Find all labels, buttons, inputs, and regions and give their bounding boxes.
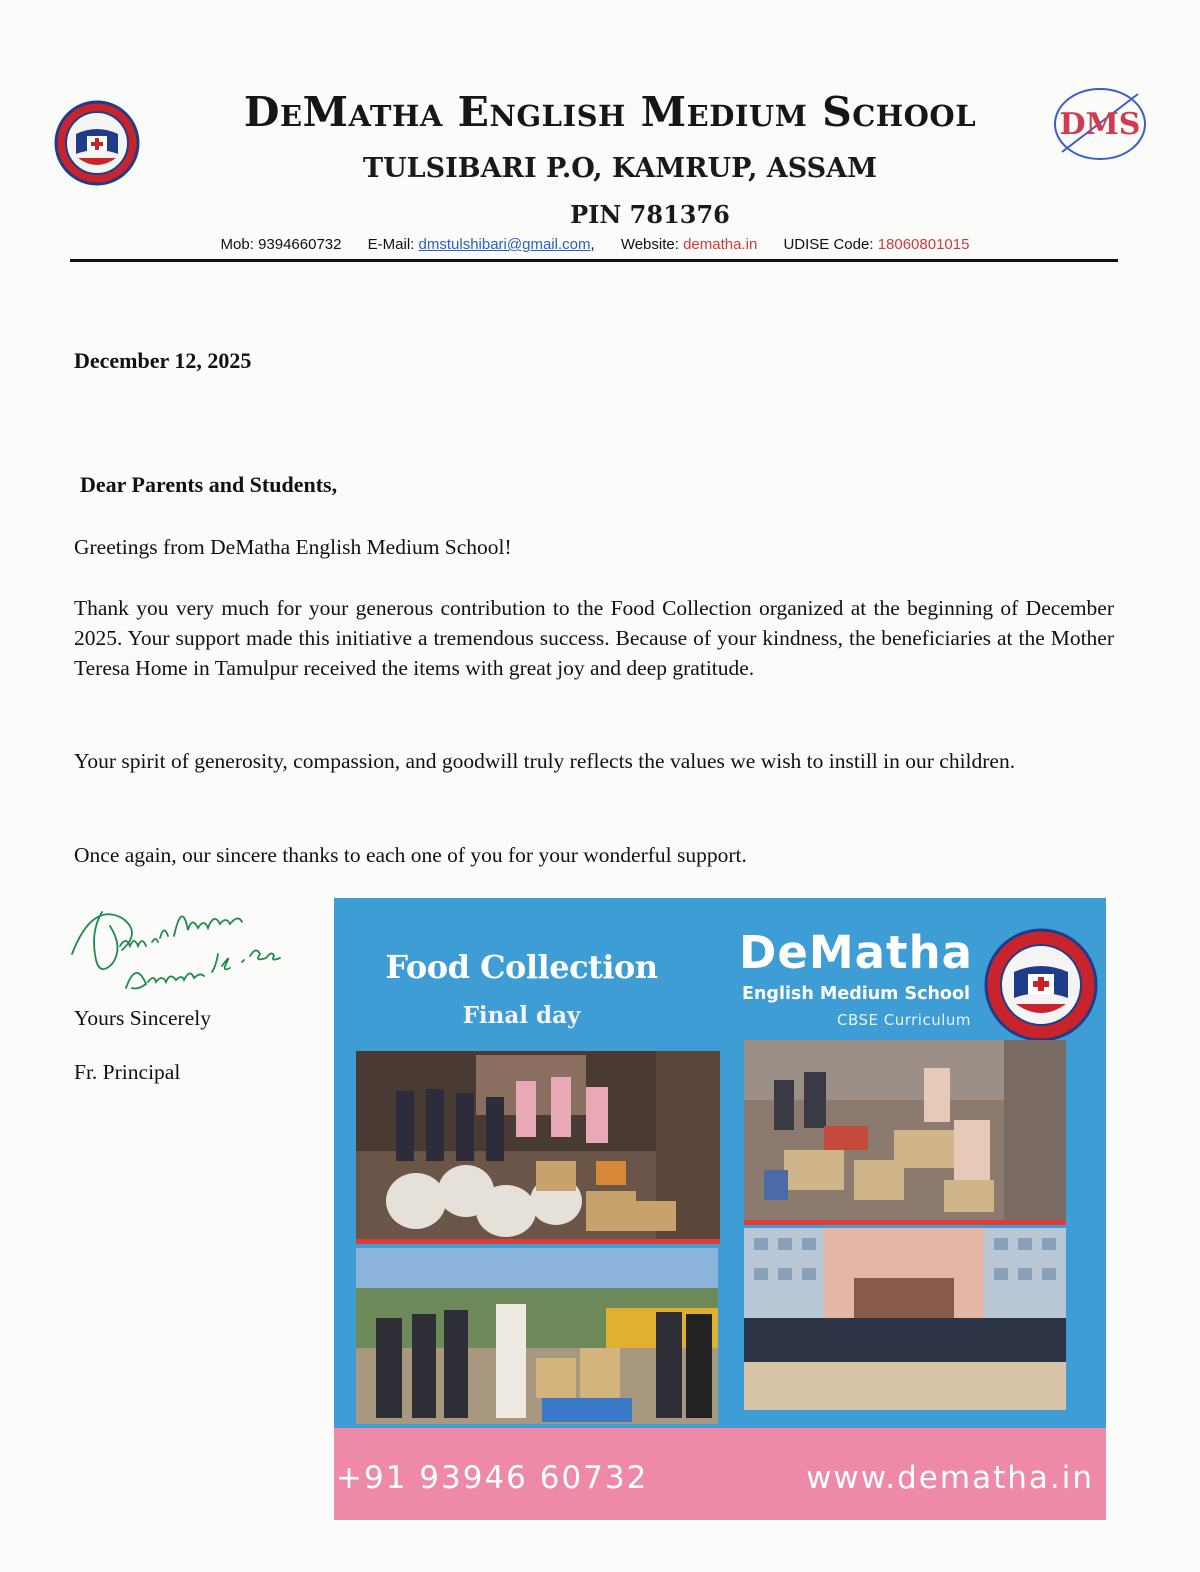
- header-divider: [70, 259, 1118, 262]
- school-crest-logo: [54, 100, 140, 186]
- school-name: DeMatha English Medium School: [243, 88, 977, 136]
- poster-brand: DeMatha: [739, 926, 973, 979]
- body-paragraph-1: Thank you very much for your generous contribution to the Food Collection organized at the beginning of December 2025. Your support made this initiative a tremendous success. Because of your kindness, the beneficiaries at the Mother Teresa Home in Tamulpur received the items with great joy and deep gratitude.: [74, 596, 1114, 680]
- body-paragraph-2: Your spirit of generosity, compassion, and goodwill truly reflects the values we wish to instill in our children.: [74, 749, 1016, 773]
- principal-signature: [62, 892, 292, 1012]
- poster-phone: +91 93946 60732: [336, 1460, 649, 1496]
- mobile-number: 9394660732: [258, 236, 342, 253]
- udise-code: 18060801015: [877, 236, 970, 253]
- email-link[interactable]: dmstulshibari@gmail.com: [418, 236, 591, 253]
- poster-subtitle: Final day: [462, 1002, 581, 1029]
- website-link[interactable]: dematha.in: [683, 236, 758, 253]
- school-address: TULSIBARI P.O, KAMRUP, ASSAM: [363, 153, 877, 184]
- poster-website: www.dematha.in: [806, 1460, 1094, 1496]
- food-collection-poster: [334, 898, 1106, 1520]
- poster-brand-subtitle: English Medium School: [742, 984, 970, 1004]
- udise-label: UDISE Code:: [783, 236, 874, 253]
- salutation: Dear Parents and Students,: [80, 472, 338, 497]
- photo-students-with-food-sacks: [356, 1051, 720, 1239]
- closing: Yours Sincerely: [74, 1006, 211, 1030]
- photo-divider: [356, 1239, 720, 1244]
- school-pin: PIN 781376: [570, 200, 730, 229]
- poster-school-crest-logo: [984, 928, 1098, 1042]
- photo-divider: [744, 1220, 1066, 1225]
- photo-sorting-food-items: [744, 1040, 1066, 1220]
- body-paragraph-3: Once again, our sincere thanks to each one of you for your wonderful support.: [74, 843, 747, 867]
- contact-line: Mob: 9394660732 E-Mail: dmstulshibari@gmail.com, Website: dematha.in UDISE Code: 18060801015: [220, 236, 970, 253]
- signatory: Fr. Principal: [74, 1060, 181, 1084]
- photo-outdoor-handover-group: [356, 1248, 718, 1424]
- website-label: Website:: [620, 236, 679, 253]
- poster-footer: [334, 1428, 1106, 1520]
- photo-school-building-assembly: [744, 1228, 1066, 1410]
- poster-title: Food Collection: [385, 948, 658, 986]
- mobile-label: Mob:: [220, 236, 254, 253]
- email-label: E-Mail:: [367, 236, 415, 253]
- letter-date: December 12, 2025: [74, 348, 252, 373]
- poster-curriculum: CBSE Curriculum: [836, 1011, 972, 1029]
- dms-logo-text: DMS: [1059, 107, 1141, 142]
- greeting: Greetings from DeMatha English Medium School!: [74, 535, 512, 559]
